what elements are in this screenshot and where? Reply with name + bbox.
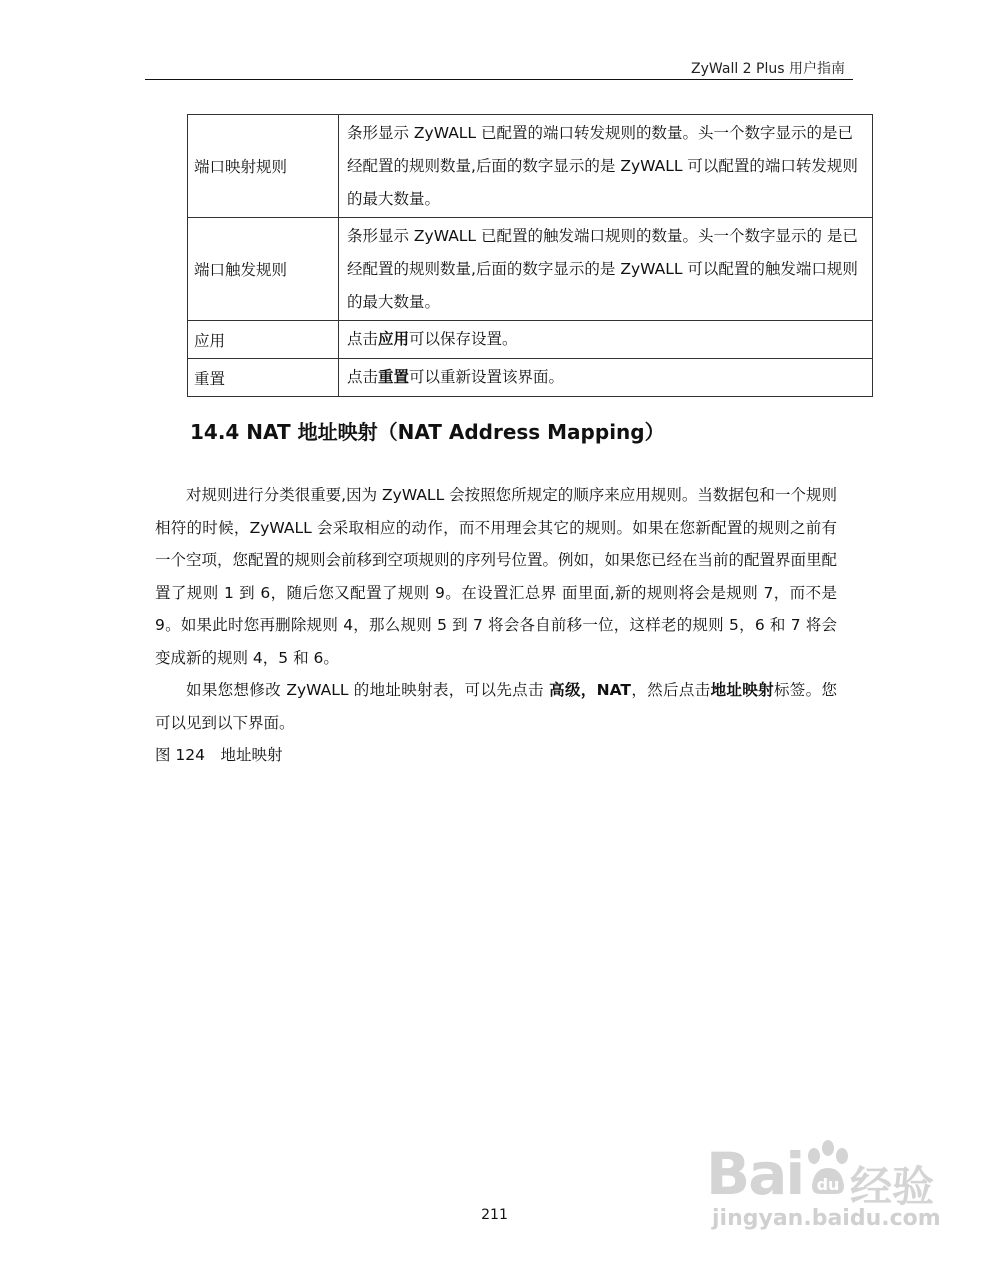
table-row (188, 359, 873, 397)
row-text-reset (339, 359, 873, 397)
row-label-apply: 应用 (188, 321, 339, 359)
table-row (188, 321, 873, 359)
baidu-watermark (700, 1132, 970, 1242)
paragraph-modify-mapping (155, 674, 837, 739)
reset-text-before: 点击 (347, 368, 379, 386)
row-text-port-mapping: 条形显示 ZyWALL 已配置的端口转发规则的数量。头一个数字显示的是已经配置的规则数量,后面的数字显示的是 ZyWALL 可以配置的端口转发规则的最大数量。 (339, 115, 873, 218)
row-label-reset: 重置 (188, 359, 339, 397)
p2-after: 标签。您可以见到以下界面。 (155, 681, 837, 732)
p2-bold-advanced-nat: 高级，NAT (549, 681, 631, 699)
running-header: ZyWall 2 Plus 用户指南 (691, 61, 845, 77)
svg-text:du: du (816, 1175, 840, 1194)
description-table (187, 114, 873, 397)
p2-mid: ，然后点击 (631, 681, 711, 699)
figure-caption: 图 124 地址映射 (155, 746, 283, 764)
reset-text-after: 可以重新设置该界面。 (409, 368, 565, 386)
apply-bold: 应用 (378, 330, 410, 348)
body-text (155, 479, 837, 772)
page-number: 211 (481, 1207, 508, 1223)
watermark-logo-text: Bai (706, 1140, 804, 1208)
reset-bold: 重置 (378, 368, 410, 386)
watermark-jingyan-text: 经验 (850, 1162, 935, 1211)
watermark-url: jingyan.baidu.com (712, 1206, 941, 1231)
row-label-port-trigger: 端口触发规则 (188, 218, 339, 321)
row-label-port-mapping: 端口映射规则 (188, 115, 339, 218)
apply-text-before: 点击 (347, 330, 379, 348)
section-heading: 14.4 NAT 地址映射（NAT Address Mapping） (190, 420, 665, 444)
p2-bold-address-mapping: 地址映射 (710, 681, 774, 699)
table-row (188, 218, 873, 321)
row-text-port-trigger: 条形显示 ZyWALL 已配置的触发端口规则的数量。头一个数字显示的 是已经配置的规则数量,后面的数字显示的是 ZyWALL 可以配置的触发端口规则的最大数量。 (339, 218, 873, 321)
table-row (188, 115, 873, 218)
header-divider (145, 79, 853, 80)
paragraph-rules-order: 对规则进行分类很重要,因为 ZyWALL 会按照您所规定的顺序来应用规则。当数据包和一个规则相符的时候，ZyWALL 会采取相应的动作，而不用理会其它的规则。如果在您新配置的规则之前有一个空项，您配置的规则会前移到空项规则的序列号位置。例如，如果您已经在当前的配置界面里配置了规则 1 到 6，随后您又配置了规则 9。在设置汇总界 面里面,新的规则将会是规则 7，而不是 9。如果此时您再删除规则 4，那么规则 5 到 7 将会各自前移一位，这样老的规则 5，6 和 7 将会变成新的规则 4，5 和 6。 (155, 486, 838, 667)
paw-icon (804, 1138, 852, 1198)
row-text-apply (339, 321, 873, 359)
apply-text-after: 可以保存设置。 (409, 330, 518, 348)
p2-before: 如果您想修改 ZyWALL 的地址映射表，可以先点击 (186, 681, 550, 699)
